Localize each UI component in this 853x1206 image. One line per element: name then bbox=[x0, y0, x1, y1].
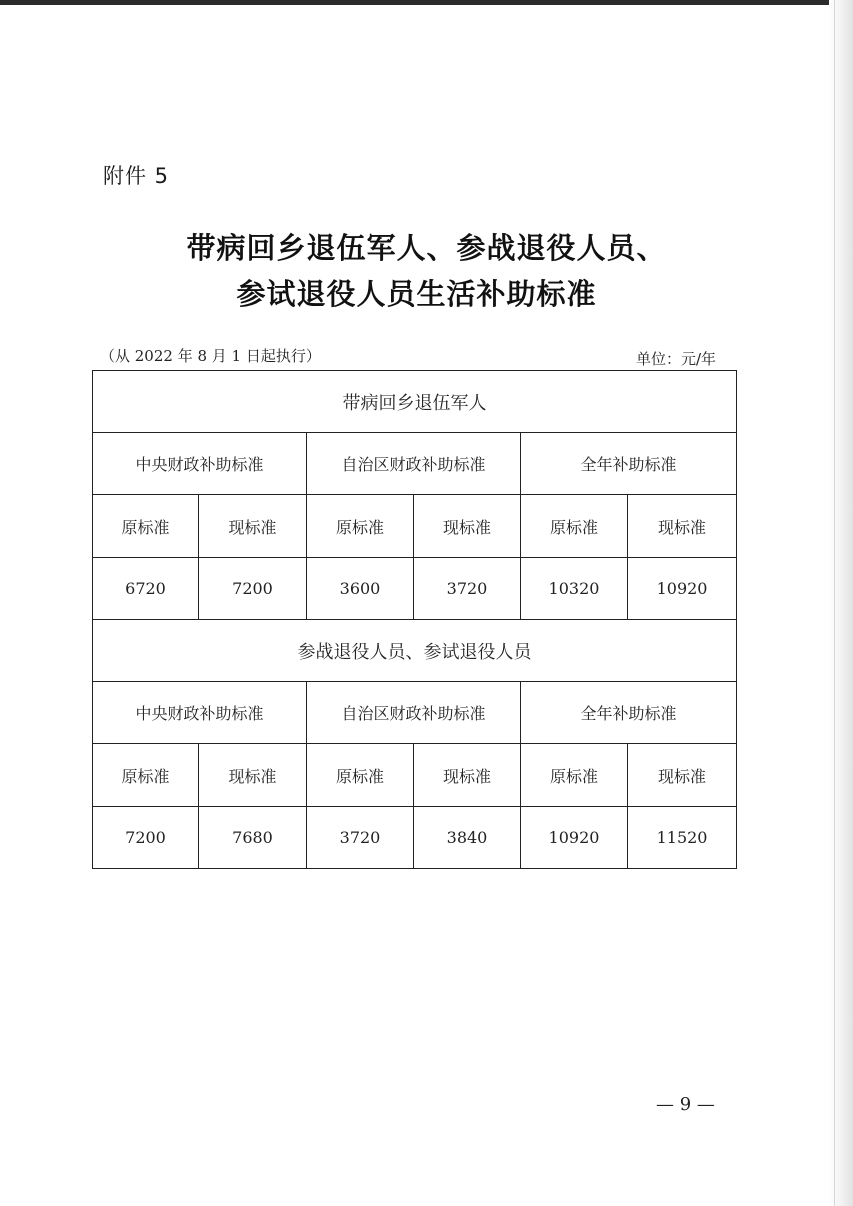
value-row bbox=[93, 807, 737, 869]
value-cell: 11520 bbox=[628, 807, 737, 869]
standard-header: 现标准 bbox=[628, 495, 737, 558]
standard-header: 原标准 bbox=[307, 495, 414, 558]
standard-header: 原标准 bbox=[307, 744, 414, 807]
standard-header: 现标准 bbox=[628, 744, 737, 807]
group-header: 中央财政补助标准 bbox=[93, 433, 307, 495]
group-header-row bbox=[93, 433, 737, 495]
standard-header: 原标准 bbox=[521, 495, 628, 558]
value-cell: 3600 bbox=[307, 558, 414, 620]
value-cell: 7200 bbox=[93, 807, 199, 869]
value-cell: 7200 bbox=[199, 558, 307, 620]
group-header: 中央财政补助标准 bbox=[93, 682, 307, 744]
value-row bbox=[93, 558, 737, 620]
standard-header-row bbox=[93, 495, 737, 558]
scan-right-edge bbox=[829, 0, 853, 1206]
standard-header: 现标准 bbox=[199, 744, 307, 807]
group-header-row bbox=[93, 682, 737, 744]
section-heading: 带病回乡退伍军人 bbox=[93, 371, 737, 433]
group-header: 自治区财政补助标准 bbox=[307, 682, 521, 744]
value-cell: 3840 bbox=[414, 807, 521, 869]
standard-header-row bbox=[93, 744, 737, 807]
value-cell: 6720 bbox=[93, 558, 199, 620]
execution-date-note: （从 2022 年 8 月 1 日起执行） bbox=[100, 347, 321, 365]
document-title-line2: 参试退役人员生活补助标准 bbox=[236, 277, 597, 311]
standard-header: 原标准 bbox=[93, 495, 199, 558]
group-header: 自治区财政补助标准 bbox=[307, 433, 521, 495]
value-cell: 10920 bbox=[628, 558, 737, 620]
page-number: — 9 — bbox=[656, 1094, 715, 1115]
standard-header: 原标准 bbox=[93, 744, 199, 807]
value-cell: 7680 bbox=[199, 807, 307, 869]
standard-header: 现标准 bbox=[414, 495, 521, 558]
standard-header: 原标准 bbox=[521, 744, 628, 807]
standard-header: 现标准 bbox=[414, 744, 521, 807]
standard-header: 现标准 bbox=[199, 495, 307, 558]
scan-top-edge bbox=[0, 0, 853, 5]
document-title-line1: 带病回乡退伍军人、参战退役人员、 bbox=[186, 231, 667, 265]
scan-right-shadow-line bbox=[834, 0, 835, 1206]
group-header: 全年补助标准 bbox=[521, 682, 737, 744]
value-cell: 10320 bbox=[521, 558, 628, 620]
subsidy-standard-table bbox=[92, 370, 737, 869]
value-cell: 3720 bbox=[414, 558, 521, 620]
section-heading-row bbox=[93, 620, 737, 682]
value-cell: 3720 bbox=[307, 807, 414, 869]
attachment-label: 附件 5 bbox=[103, 164, 170, 188]
section-heading-row bbox=[93, 371, 737, 433]
section-heading: 参战退役人员、参试退役人员 bbox=[93, 620, 737, 682]
value-cell: 10920 bbox=[521, 807, 628, 869]
unit-note: 单位：元/年 bbox=[636, 350, 717, 368]
group-header: 全年补助标准 bbox=[521, 433, 737, 495]
